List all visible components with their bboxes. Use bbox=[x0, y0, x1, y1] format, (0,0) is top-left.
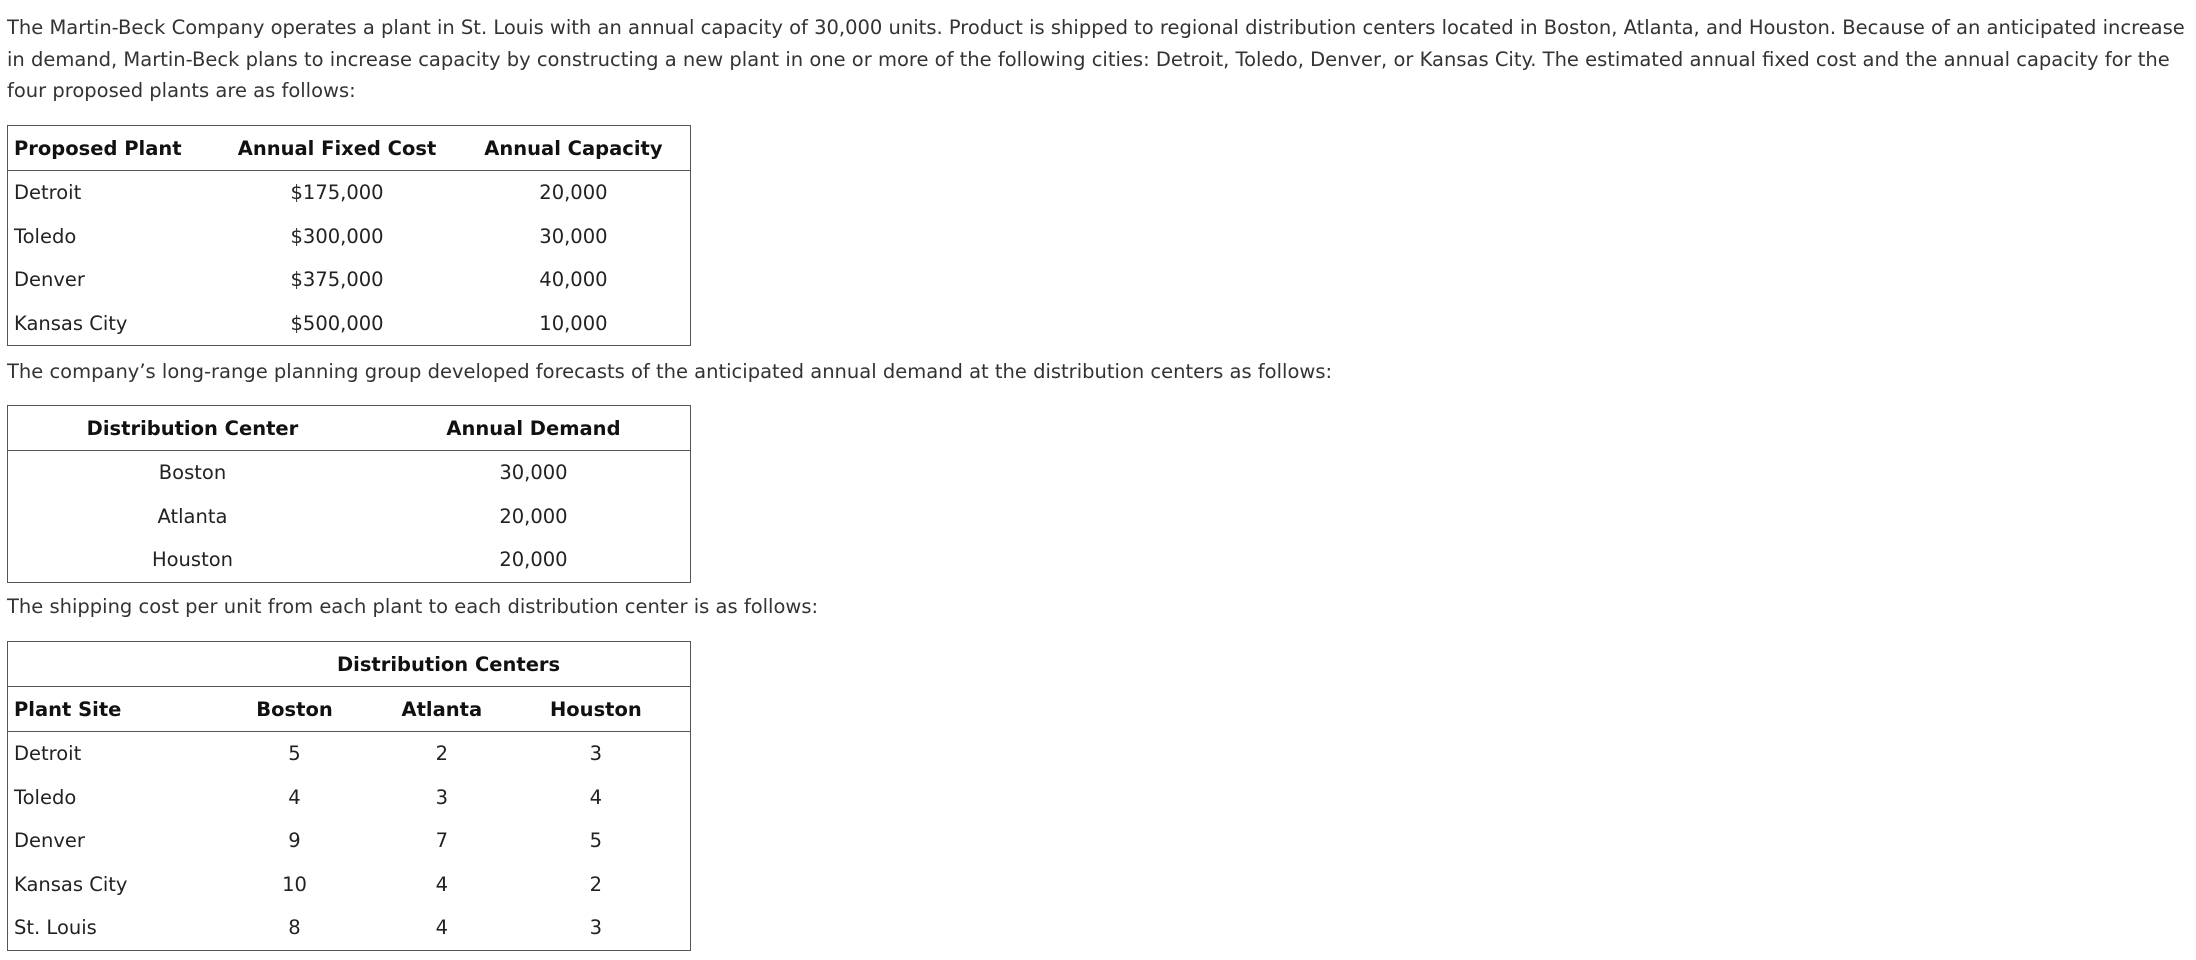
proposed-plants-table bbox=[7, 125, 691, 346]
atlanta-cost-cell: 2 bbox=[435, 742, 448, 766]
plant-name-cell: Denver bbox=[14, 268, 85, 292]
column-header-plant-site: Plant Site bbox=[8, 687, 208, 732]
table-row bbox=[8, 863, 691, 907]
demand-cell: 30,000 bbox=[499, 461, 568, 485]
table-row bbox=[8, 495, 691, 539]
distribution-centers-group-header: Distribution Centers bbox=[207, 642, 690, 687]
table-header-row bbox=[8, 126, 691, 171]
shipping-paragraph: The shipping cost per unit from each plant to each distribution center is as follows: bbox=[7, 595, 819, 618]
table-row bbox=[8, 819, 691, 863]
table-row bbox=[8, 732, 691, 776]
table-row bbox=[8, 302, 691, 346]
distribution-center-cell: Boston bbox=[158, 461, 227, 485]
houston-cost-cell: 3 bbox=[589, 742, 603, 766]
boston-cost-cell: 8 bbox=[288, 916, 301, 940]
table-row bbox=[8, 776, 691, 820]
shipping-cost-table bbox=[7, 641, 691, 951]
atlanta-cost-cell: 7 bbox=[435, 829, 448, 853]
boston-cost-cell: 9 bbox=[288, 829, 301, 853]
plant-site-cell: Detroit bbox=[14, 742, 82, 766]
column-header-annual-fixed-cost: Annual Fixed Cost bbox=[217, 126, 457, 171]
atlanta-cost-cell: 4 bbox=[435, 872, 448, 896]
fixed-cost-cell: $175,000 bbox=[290, 181, 384, 205]
houston-cost-cell: 3 bbox=[589, 916, 603, 940]
plant-name-cell: Detroit bbox=[14, 181, 82, 205]
column-header-houston: Houston bbox=[502, 687, 691, 732]
intro-paragraph: The Martin-Beck Company operates a plant in St. Louis with an annual capacity of 30,000 units. Product is shipped to regional distribution centers located in Boston, Atlanta, and Houston. Because of an anticipated increase in demand, Martin-Beck plans to increase capacity by constructing a new plant in one or more of the following cities: Detroit, Toledo, Denver, or Kansas City. The estimated annual fixed cost and the annual capacity for the four proposed plants are as follows: bbox=[7, 16, 2185, 102]
table-row bbox=[8, 171, 691, 215]
demand-paragraph: The company’s long-range planning group developed forecasts of the anticipated annual demand at the distribution centers as follows: bbox=[7, 360, 1333, 383]
empty-header-cell bbox=[8, 642, 208, 687]
atlanta-cost-cell: 3 bbox=[435, 785, 448, 809]
fixed-cost-cell: $300,000 bbox=[290, 224, 384, 248]
plant-name-cell: Toledo bbox=[14, 224, 77, 248]
plant-site-cell: St. Louis bbox=[14, 916, 97, 940]
houston-cost-cell: 5 bbox=[589, 829, 603, 853]
column-header-atlanta: Atlanta bbox=[382, 687, 502, 732]
distribution-center-cell: Houston bbox=[151, 548, 233, 572]
table-row bbox=[8, 215, 691, 259]
capacity-cell: 20,000 bbox=[539, 181, 608, 205]
table-row bbox=[8, 258, 691, 302]
table-group-header-row bbox=[8, 642, 691, 687]
capacity-cell: 40,000 bbox=[539, 268, 608, 292]
column-header-proposed-plant: Proposed Plant bbox=[8, 126, 218, 171]
plant-name-cell: Kansas City bbox=[14, 311, 128, 335]
table-header-row bbox=[8, 687, 691, 732]
distribution-center-cell: Atlanta bbox=[157, 504, 228, 528]
column-header-boston: Boston bbox=[207, 687, 382, 732]
plant-site-cell: Kansas City bbox=[14, 872, 128, 896]
atlanta-cost-cell: 4 bbox=[435, 916, 448, 940]
table-row bbox=[8, 538, 691, 582]
boston-cost-cell: 10 bbox=[282, 872, 307, 896]
capacity-cell: 30,000 bbox=[539, 224, 608, 248]
fixed-cost-cell: $375,000 bbox=[290, 268, 384, 292]
plant-site-cell: Denver bbox=[14, 829, 85, 853]
houston-cost-cell: 2 bbox=[589, 872, 603, 896]
plant-site-cell: Toledo bbox=[14, 785, 77, 809]
fixed-cost-cell: $500,000 bbox=[290, 311, 384, 335]
table-header-row bbox=[8, 406, 691, 451]
column-header-distribution-center: Distribution Center bbox=[8, 406, 377, 451]
demand-cell: 20,000 bbox=[499, 548, 568, 572]
capacity-cell: 10,000 bbox=[539, 311, 608, 335]
table-row bbox=[8, 906, 691, 950]
boston-cost-cell: 4 bbox=[288, 785, 301, 809]
table-row bbox=[8, 451, 691, 495]
column-header-annual-demand: Annual Demand bbox=[377, 406, 691, 451]
annual-demand-table bbox=[7, 405, 691, 583]
demand-cell: 20,000 bbox=[499, 504, 568, 528]
houston-cost-cell: 4 bbox=[589, 785, 603, 809]
boston-cost-cell: 5 bbox=[288, 742, 301, 766]
column-header-annual-capacity: Annual Capacity bbox=[457, 126, 691, 171]
